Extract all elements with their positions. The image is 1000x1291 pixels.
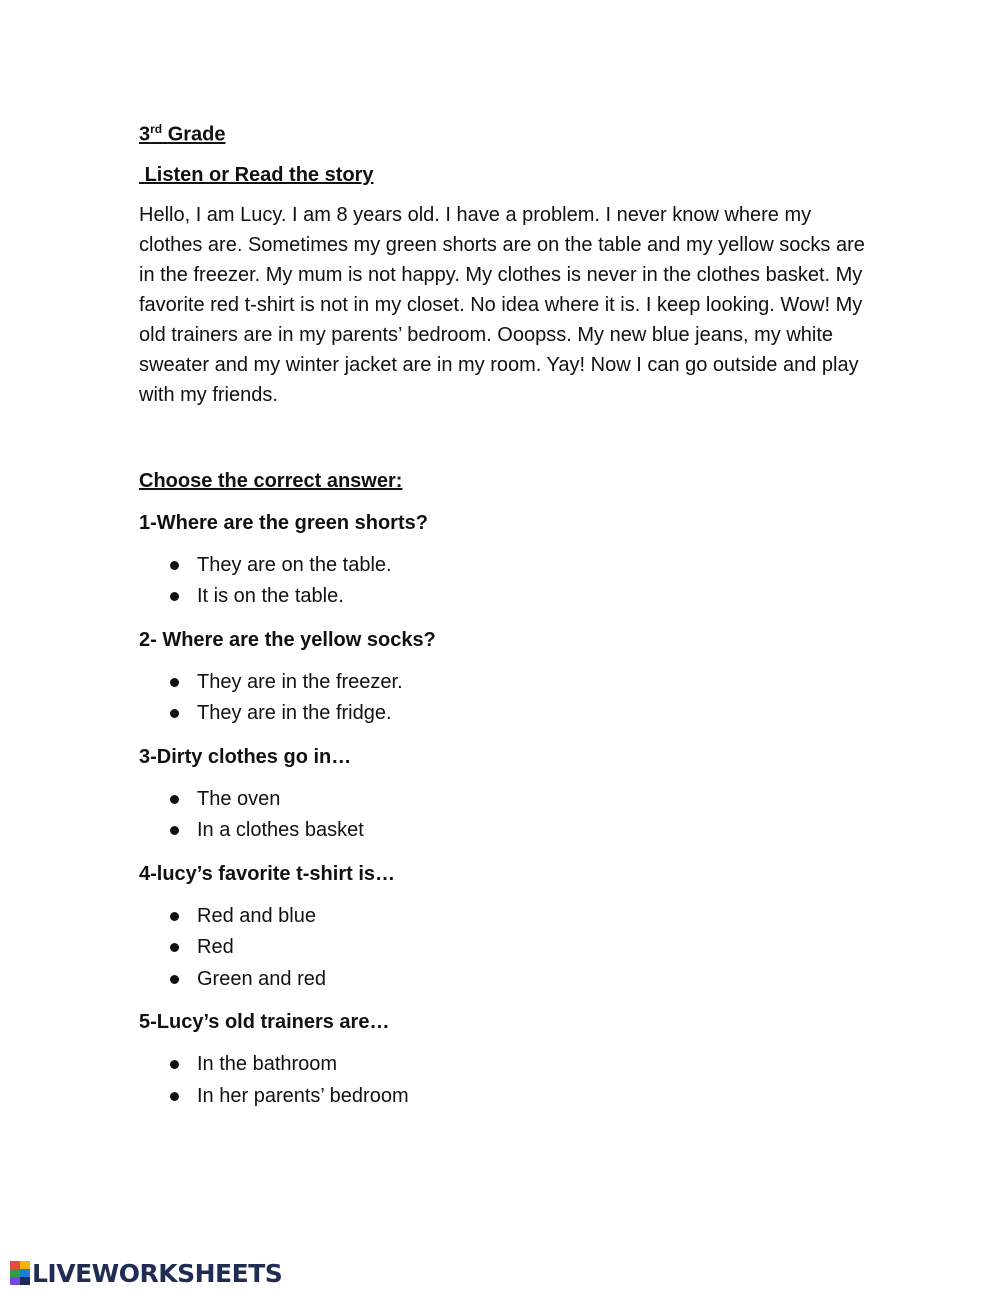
bullet-icon (170, 592, 179, 601)
question-3 (139, 742, 869, 847)
option-list (139, 784, 869, 847)
question-2 (139, 625, 869, 730)
option[interactable] (197, 932, 869, 964)
liveworksheets-logo[interactable] (10, 1258, 282, 1288)
question-text: 5-Lucy’s old trainers are… (139, 1011, 390, 1034)
bullet-icon (170, 1060, 179, 1069)
bullet-icon (170, 561, 179, 570)
option-list (139, 1049, 869, 1112)
question-text: 4-lucy’s favorite t-shirt is… (139, 862, 395, 885)
story-text: Hello, I am Lucy. I am 8 years old. I have a problem. I never know where my clothes are. Sometimes my green shorts are on the table and my yellow socks are in the freezer. My mum is not happy. My clothes is never in the clothes basket. My favorite red t-shirt is not in my closet. No idea where it is. I keep looking. Wow! My old trainers are in my parents’ bedroom. Ooopss. My new blue jeans, my white sweater and my winter jacket are in my room. Yay! Now I can go outside and play with my friends. (139, 203, 865, 406)
option-label: They are in the fridge. (197, 702, 392, 725)
logo-block (20, 1277, 30, 1285)
question-1 (139, 508, 869, 613)
grade-word: Grade (167, 123, 226, 146)
bullet-icon (170, 1092, 179, 1101)
bullet-icon (170, 943, 179, 952)
question-text: 2- Where are the yellow socks? (139, 628, 436, 651)
option-list (139, 550, 869, 613)
option-label: They are on the table. (197, 553, 392, 576)
option-label: Red (197, 936, 234, 959)
option-label: Red and blue (197, 904, 316, 927)
option-label: In a clothes basket (197, 819, 364, 842)
option-label: In her parents’ bedroom (197, 1084, 409, 1107)
option[interactable] (197, 698, 869, 730)
option[interactable] (197, 815, 869, 847)
option-list (139, 667, 869, 730)
worksheet-page (139, 112, 869, 1112)
option-label: It is on the table. (197, 585, 344, 608)
bullet-icon (170, 826, 179, 835)
option[interactable] (197, 667, 869, 699)
question-4 (139, 859, 869, 996)
story-heading-text: Listen or Read the story (144, 163, 374, 186)
logo-block (20, 1261, 30, 1269)
option[interactable] (197, 581, 869, 613)
option[interactable] (197, 1049, 869, 1081)
option-label: The oven (197, 787, 281, 810)
instruction: Choose the correct answer: (139, 469, 403, 492)
bullet-icon (170, 678, 179, 687)
logo-block (20, 1269, 30, 1277)
bullet-icon (170, 709, 179, 718)
option[interactable] (197, 784, 869, 816)
question-text: 3-Dirty clothes go in… (139, 745, 352, 768)
grade-title (139, 112, 869, 152)
question-text: 1-Where are the green shorts? (139, 511, 428, 534)
story-heading (139, 158, 869, 192)
bullet-icon (170, 912, 179, 921)
grade-suffix: rd (150, 122, 163, 136)
option-list (139, 901, 869, 996)
option-label: In the bathroom (197, 1053, 338, 1076)
question-5 (139, 1007, 869, 1112)
option[interactable] (197, 901, 869, 933)
option[interactable] (197, 1081, 869, 1113)
logo-blocks-icon (10, 1261, 30, 1285)
logo-block (10, 1269, 20, 1277)
grade-number: 3 (139, 123, 151, 146)
bullet-icon (170, 795, 179, 804)
logo-block (10, 1277, 20, 1285)
option[interactable] (197, 964, 869, 996)
option[interactable] (197, 550, 869, 582)
bullet-icon (170, 975, 179, 984)
logo-block (10, 1261, 20, 1269)
option-label: They are in the freezer. (197, 670, 403, 693)
option-label: Green and red (197, 967, 326, 990)
logo-text: LIVEWORKSHEETS (32, 1258, 283, 1288)
